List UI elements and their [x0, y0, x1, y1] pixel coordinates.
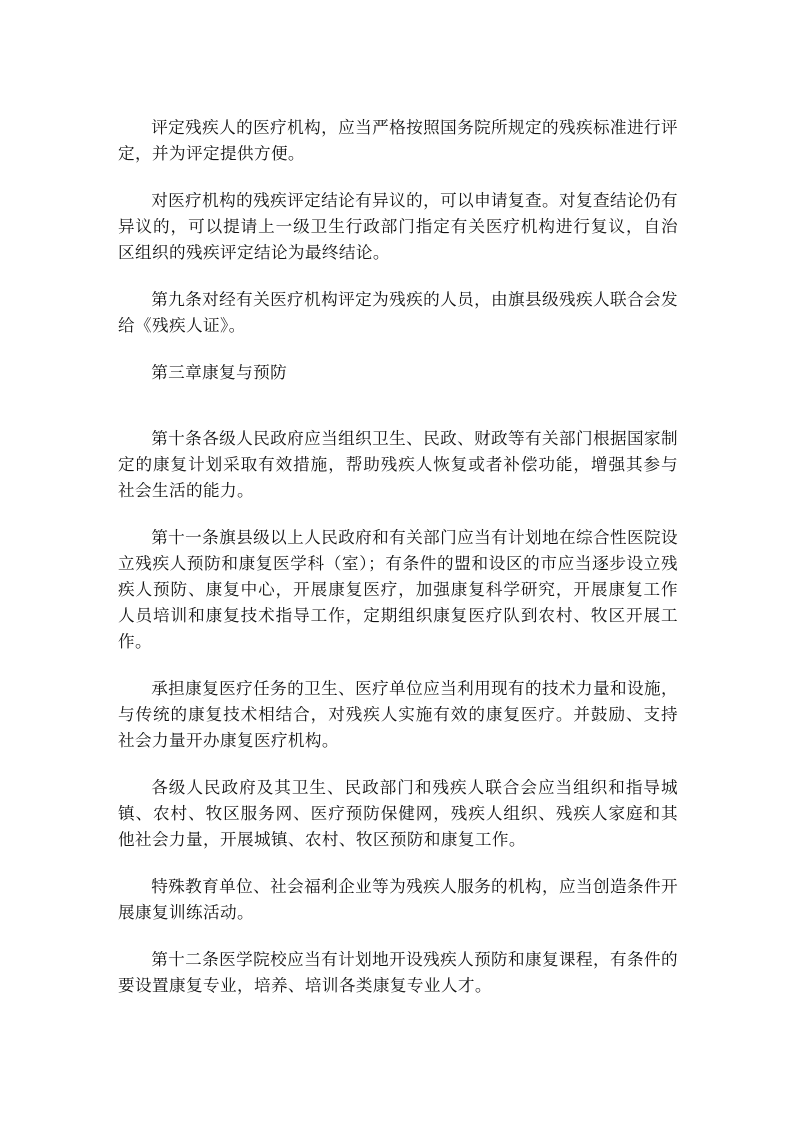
paragraph-article-11: 第十一条旗县级以上人民政府和有关部门应当有计划地在综合性医院设立残疾人预防和康复医学科（室）；有条件的盟和设区的市应当逐步设立残疾人预防、康复中心，开展康复医疗，加强康复科学研究，开展康复工作人员培训和康复技术指导工作，定期组织康复医疗队到农村、牧区开展工作。: [118, 528, 678, 651]
paragraph-special-education: 特殊教育单位、社会福利企业等为残疾人服务的机构，应当创造条件开展康复训练活动。: [118, 877, 678, 922]
paragraph-review-objection: 对医疗机构的残疾评定结论有异议的，可以申请复查。对复查结论仍有异议的，可以提请上一级卫生行政部门指定有关医疗机构进行复议，自治区组织的残疾评定结论为最终结论。: [118, 191, 678, 262]
paragraph-rehab-medical-units: 承担康复医疗任务的卫生、医疗单位应当利用现有的技术力量和设施，与传统的康复技术相结合，对残疾人实施有效的康复医疗。并鼓励、支持社会力量开办康复医疗机构。: [118, 679, 678, 750]
paragraph-evaluation-institutions: 评定残疾人的医疗机构，应当严格按照国务院所规定的残疾标准进行评定，并为评定提供方便。: [118, 118, 678, 163]
document-body: [118, 115, 678, 1020]
paragraph-government-networks: 各级人民政府及其卫生、民政部门和残疾人联合会应当组织和指导城镇、农村、牧区服务网、医疗预防保健网，残疾人组织、残疾人家庭和其他社会力量，开展城镇、农村、牧区预防和康复工作。: [118, 778, 678, 849]
chapter-heading-rehabilitation: 第三章康复与预防: [151, 363, 288, 382]
paragraph-article-9: 第九条对经有关医疗机构评定为残疾的人员，由旗县级残疾人联合会发给《残疾人证》。: [118, 290, 678, 335]
paragraph-article-12: 第十二条医学院校应当有计划地开设残疾人预防和康复课程，有条件的要设置康复专业，培养、培训各类康复专业人才。: [118, 950, 678, 995]
paragraph-article-10: 第十条各级人民政府应当组织卫生、民政、财政等有关部门根据国家制定的康复计划采取有效措施，帮助残疾人恢复或者补偿功能，增强其参与社会生活的能力。: [118, 429, 678, 500]
